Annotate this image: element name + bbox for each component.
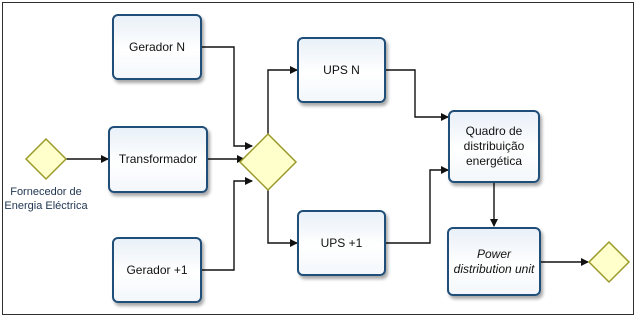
source-label: Fornecedor de Energia Eléctrica <box>4 186 88 212</box>
connector-gerador1-gateway <box>202 181 252 270</box>
connector-upsn-quadro <box>386 70 448 117</box>
source-gateway <box>26 139 66 179</box>
end-gateway <box>589 242 629 282</box>
connector-gateway-upsn <box>268 70 297 134</box>
connector-ups1-quadro <box>386 170 448 243</box>
node-quadro: Quadro de distribuição energética <box>448 110 540 183</box>
node-ups-n: UPS N <box>297 37 386 103</box>
node-transformador: Transformador <box>108 126 208 193</box>
node-ups-1: UPS +1 <box>297 210 386 276</box>
node-gerador-n: Gerador N <box>112 14 202 80</box>
connector-geradorn-gateway <box>202 47 252 146</box>
node-pdu: Power distribution unit <box>447 227 541 296</box>
node-gerador-1: Gerador +1 <box>112 237 202 303</box>
connector-gateway-ups1 <box>268 190 297 243</box>
